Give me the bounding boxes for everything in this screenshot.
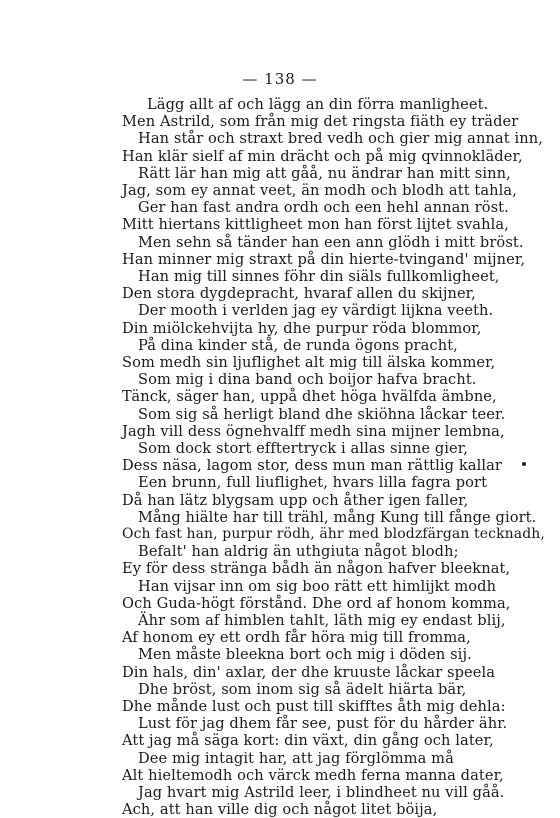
poem-line: Ey för dess stränga bådh än någon hafver bleeknat, <box>122 560 511 578</box>
poem-line: Lust för jag dhem får see, pust för du hårder ähr. <box>138 715 508 733</box>
poem-line: Din miölckehvijta hy, dhe purpur röda blommor, <box>122 319 482 337</box>
poem-line: Han mig till sinnes föhr din siäls fullkomligheet, <box>138 268 500 285</box>
poem-line: Han står och straxt bred vedh och gier mig annat inn, <box>138 130 543 148</box>
poem-line: Då han lätz blygsam upp och åther igen faller, <box>122 491 469 509</box>
poem-line: Dess näsa, lagom stor, dess mun man rättlig kallar <box>122 457 503 475</box>
poem-line: Dhe bröst, som inom sig så ädelt hiärta bär, <box>138 680 467 698</box>
poem-line: Lägg allt af och lägg an din förra manligheet. <box>147 96 489 113</box>
page-number: — 138 — <box>242 70 318 88</box>
poem-line: Ger han fast andra ordh och een hehl annan röst. <box>138 199 509 217</box>
poem-line: Tänck, säger han, uppå dhet höga hvälfda ämbne, <box>122 388 497 406</box>
poem-line: Ach, att han ville dig och något litet böija, <box>122 801 438 818</box>
poem-line: Din hals, din' axlar, der dhe kruuste låckar speela <box>122 663 496 681</box>
poem-line: Der mooth i verlden jag ey värdigt lijkna veeth. <box>138 302 494 320</box>
poem-line: Men måste bleekna bort och mig i döden sij. <box>138 646 472 664</box>
poem-line: Han minner mig straxt på din hierte-tvingand' mijner, <box>122 250 526 268</box>
poem-line: Jag hvart mig Astrild leer, i blindheet nu vill gåå. <box>138 784 505 801</box>
poem-line: Befalt' han aldrig än uthgiuta något blodh; <box>138 543 459 561</box>
poem-line: Dee mig intagit har, att jag förglömma må <box>138 749 454 767</box>
poem-line: Mång hiälte har till trähl, mång Kung till fånge giort. <box>138 508 537 526</box>
poem-line: Mitt hiertans kittligheet mon han först lijtet svahla, <box>122 216 509 234</box>
poem-line: Rätt lär han mig att gåå, nu ändrar han mitt sinn, <box>138 164 511 182</box>
poem-line: Som medh sin ljuflighet alt mig till älska kommer, <box>122 354 496 371</box>
poem-line: Och Guda-högt förstånd. Dhe ord af honom komma, <box>122 594 511 612</box>
poem-line: Och fast han, purpur rödh, ähr med blodzfärgan tecknadh, <box>122 526 545 542</box>
poem-line: Att jag må säga kort: din växt, din gång och later, <box>122 732 494 750</box>
poem-line: Han vijsar inn om sig boo rätt ett himlijkt modh <box>138 577 497 595</box>
poem-line: Som sig så herligt bland dhe skiöhna låckar teer. <box>138 405 506 423</box>
poem-line: Men sehn så tänder han een ann glödh i mitt bröst. <box>138 233 524 251</box>
poem-line: Dhe månde lust och pust till skifftes åth mig dehla: <box>122 698 506 715</box>
poem-line: Som dock stort efftertryck i allas sinne gier, <box>138 440 468 457</box>
poem-line: Han klär sielf af min drächt och på mig qvinnokläder, <box>122 147 523 165</box>
poem-line: Men Astrild, som från mig det ringsta fiäth ey träder <box>122 113 519 131</box>
margin-mark <box>522 462 526 466</box>
poem-line: Jag, som ey annat veet, än modh och blodh att tahla, <box>122 182 517 199</box>
poem-line: Alt hieltemodh och värck medh ferna manna dater, <box>122 766 504 784</box>
poem-line: Jagh vill dess ögnehvalff medh sina mijner lembna, <box>122 422 505 440</box>
poem-line: Af honom ey ett ordh får höra mig till fromma, <box>122 629 471 647</box>
poem-line: På dina kinder stå, de runda ögons pracht, <box>138 336 458 354</box>
poem-line: Ähr som af himblen tahlt, läth mig ey endast blij, <box>138 612 506 629</box>
poem-line: Som mig i dina band och boijor hafva bracht. <box>138 371 477 389</box>
poem-line: Een brunn, full liuflighet, hvars lilla fagra port <box>138 474 488 492</box>
poem-line: Den stora dygdepracht, hvaraf allen du skijner, <box>122 285 476 303</box>
